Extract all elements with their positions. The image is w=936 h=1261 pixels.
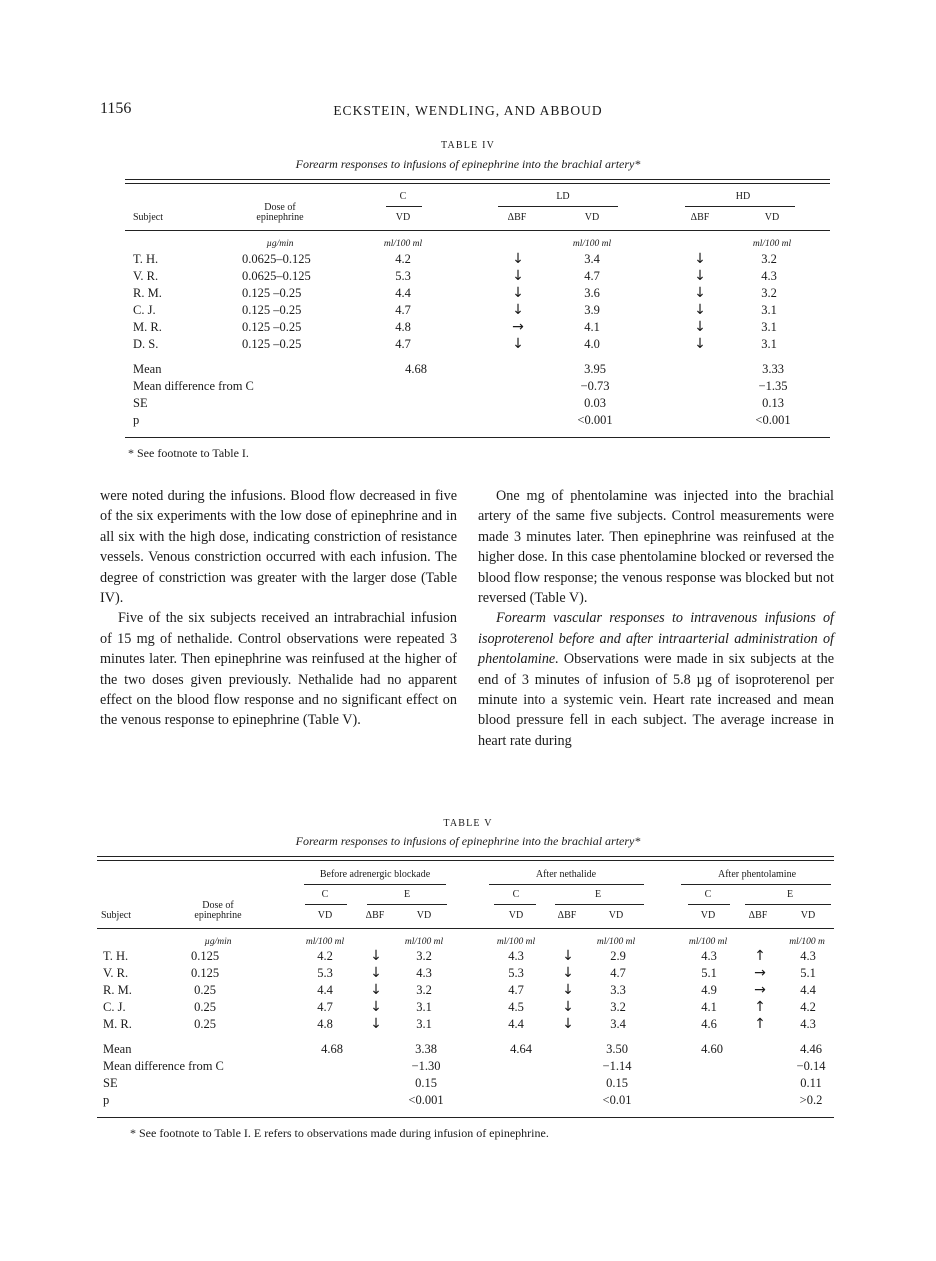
dose: 0.125 –0.25 bbox=[242, 303, 302, 317]
dose: 0.0625–0.125 bbox=[242, 252, 311, 266]
nethalide-e: <0.01 bbox=[602, 1093, 632, 1107]
subject: V. R. bbox=[133, 269, 159, 283]
summary-label: SE bbox=[133, 396, 148, 410]
table-row bbox=[0, 337, 936, 353]
t5-header-vd: VD bbox=[800, 910, 816, 921]
t5-header-n-c: C bbox=[512, 889, 520, 900]
hd-vd: −1.35 bbox=[758, 379, 788, 393]
t4-header-dose-2: epinephrine bbox=[256, 212, 304, 223]
nethalide-e: 0.15 bbox=[606, 1076, 628, 1090]
table-row bbox=[0, 966, 936, 982]
t5-header-vd: VD bbox=[416, 910, 432, 921]
phentolamine-bf-arrow-icon: ↑ bbox=[754, 999, 766, 1015]
subject: R. M. bbox=[103, 983, 132, 997]
before-c: 4.8 bbox=[317, 1017, 333, 1031]
t4-units-ld: ml/100 ml bbox=[572, 239, 612, 249]
nethalide-e: 3.2 bbox=[610, 1000, 626, 1014]
table-row bbox=[0, 949, 936, 965]
summary-label: p bbox=[133, 413, 140, 427]
t5-units-vd: ml/100 ml bbox=[596, 937, 636, 947]
table-row bbox=[0, 1000, 936, 1016]
summary-row bbox=[0, 1076, 936, 1092]
ld-bf-arrow-icon: ↓ bbox=[512, 268, 524, 284]
t4-units-hd: ml/100 ml bbox=[752, 239, 792, 249]
table-row bbox=[0, 303, 936, 319]
phentolamine-e: −0.14 bbox=[796, 1059, 826, 1073]
t4-header-hd-vd: VD bbox=[764, 212, 780, 223]
c-vd: 4.4 bbox=[395, 286, 411, 300]
before-e: 4.3 bbox=[416, 966, 432, 980]
ld-vd: 3.9 bbox=[584, 303, 600, 317]
subject: T. H. bbox=[133, 252, 159, 266]
body-right-column bbox=[478, 486, 834, 751]
before-c: 4.7 bbox=[317, 1000, 333, 1014]
hd-bf-arrow-icon: ↓ bbox=[694, 268, 706, 284]
before-c: 4.68 bbox=[321, 1042, 343, 1056]
phentolamine-c: 4.1 bbox=[701, 1000, 717, 1014]
summary-row bbox=[0, 379, 936, 395]
t5-units-vd: ml/100 ml bbox=[496, 937, 536, 947]
before-e: 3.2 bbox=[416, 983, 432, 997]
subheading: Forearm vascular responses to intravenous infusions of isoproterenol before and after intraarterial administration of phentolamine. bbox=[478, 610, 834, 668]
before-e: 3.1 bbox=[416, 1000, 432, 1014]
table-row bbox=[0, 252, 936, 268]
dose: 0.125 –0.25 bbox=[242, 337, 302, 351]
t4-header-ld-vd: VD bbox=[584, 212, 600, 223]
t5-group-nethalide: After nethalide bbox=[535, 869, 597, 880]
t5-header-dose-1: Dose of bbox=[202, 900, 234, 911]
before-e: 3.2 bbox=[416, 949, 432, 963]
before-bf-arrow-icon: ↓ bbox=[370, 982, 382, 998]
t5-header-dbf: ΔBF bbox=[748, 910, 768, 921]
dose: 0.25 bbox=[194, 1000, 216, 1014]
subject: D. S. bbox=[133, 337, 159, 351]
phentolamine-c: 4.60 bbox=[701, 1042, 723, 1056]
t5-header-n-e: E bbox=[594, 889, 602, 900]
t5-header-dbf: ΔBF bbox=[557, 910, 577, 921]
dose: 0.125 –0.25 bbox=[242, 286, 302, 300]
ld-vd: 3.6 bbox=[584, 286, 600, 300]
nethalide-e: 3.50 bbox=[606, 1042, 628, 1056]
t4-header-hd-bf: ΔBF bbox=[690, 212, 710, 223]
ld-vd: 3.4 bbox=[584, 252, 600, 266]
table-row bbox=[0, 269, 936, 285]
phentolamine-e: 4.2 bbox=[800, 1000, 816, 1014]
table5-footnote: * See footnote to Table I. E refers to observations made during infusion of epinephrine. bbox=[130, 1126, 549, 1140]
c-vd: 4.7 bbox=[395, 337, 411, 351]
hd-bf-arrow-icon: ↓ bbox=[694, 302, 706, 318]
phentolamine-e: 5.1 bbox=[800, 966, 816, 980]
nethalide-e: 2.9 bbox=[610, 949, 626, 963]
phentolamine-e: 0.11 bbox=[800, 1076, 822, 1090]
t5-header-p-e: E bbox=[786, 889, 794, 900]
phentolamine-bf-arrow-icon: → bbox=[754, 982, 766, 998]
t5-header-subject: Subject bbox=[101, 910, 131, 921]
t5-group-before: Before adrenergic blockade bbox=[319, 869, 431, 880]
nethalide-c: 4.64 bbox=[510, 1042, 532, 1056]
body-left-column bbox=[100, 486, 457, 731]
hd-vd: 3.1 bbox=[761, 303, 777, 317]
subject: M. R. bbox=[103, 1017, 132, 1031]
subject: R. M. bbox=[133, 286, 162, 300]
t4-header-ld-bf: ΔBF bbox=[507, 212, 527, 223]
hd-vd: 3.1 bbox=[761, 337, 777, 351]
ld-vd: 4.7 bbox=[584, 269, 600, 283]
before-e: <0.001 bbox=[408, 1093, 444, 1107]
phentolamine-c: 5.1 bbox=[701, 966, 717, 980]
c-vd: 4.8 bbox=[395, 320, 411, 334]
subject: M. R. bbox=[133, 320, 162, 334]
nethalide-bf-arrow-icon: ↓ bbox=[562, 1016, 574, 1032]
nethalide-c: 5.3 bbox=[508, 966, 524, 980]
phentolamine-e: 4.46 bbox=[800, 1042, 822, 1056]
nethalide-c: 4.3 bbox=[508, 949, 524, 963]
ld-bf-arrow-icon: ↓ bbox=[512, 336, 524, 352]
phentolamine-e: 4.3 bbox=[800, 949, 816, 963]
paragraph: were noted during the infusions. Blood flow decreased in five of the six experiments with the low dose of epinephrine and in all six with the high dose, indicating constriction of resistance vessels. Venous constriction occurred with each infusion. The degree of constriction was greater with the larger dose (Table IV). bbox=[100, 488, 457, 607]
table5-label: TABLE V bbox=[443, 818, 493, 829]
nethalide-bf-arrow-icon: ↓ bbox=[562, 965, 574, 981]
before-bf-arrow-icon: ↓ bbox=[370, 1016, 382, 1032]
subject: V. R. bbox=[103, 966, 129, 980]
dose: 0.25 bbox=[194, 1017, 216, 1031]
paragraph: Five of the six subjects received an intrabrachial infusion of 15 mg of nethalide. Control observations were repeated 3 minutes later. Then epinephrine was reinfused at the higher of the two doses given previously. Nethalide had no apparent effect on the blood flow response and no significant effect on the venous response to epinephrine (Table V). bbox=[100, 610, 457, 729]
hd-vd: <0.001 bbox=[755, 413, 791, 427]
table5-caption: Forearm responses to infusions of epinephrine into the brachial artery* bbox=[295, 834, 641, 848]
nethalide-bf-arrow-icon: ↓ bbox=[562, 982, 574, 998]
dose: 0.125 bbox=[190, 966, 220, 980]
dose: 0.125 bbox=[190, 949, 220, 963]
summary-row bbox=[0, 396, 936, 412]
hd-bf-arrow-icon: ↓ bbox=[694, 285, 706, 301]
before-bf-arrow-icon: ↓ bbox=[370, 999, 382, 1015]
ld-bf-arrow-icon: ↓ bbox=[512, 302, 524, 318]
summary-row bbox=[0, 1042, 936, 1058]
t4-header-dose-1: Dose of bbox=[264, 202, 296, 213]
phentolamine-bf-arrow-icon: ↑ bbox=[754, 948, 766, 964]
t5-header-p-c: C bbox=[704, 889, 712, 900]
phentolamine-e: >0.2 bbox=[799, 1093, 823, 1107]
table-row bbox=[0, 1017, 936, 1033]
phentolamine-bf-arrow-icon: ↑ bbox=[754, 1016, 766, 1032]
t5-header-b-c: C bbox=[321, 889, 329, 900]
t4-header-hd: HD bbox=[735, 191, 751, 202]
hd-vd: 0.13 bbox=[762, 396, 784, 410]
before-c: 5.3 bbox=[317, 966, 333, 980]
phentolamine-c: 4.6 bbox=[701, 1017, 717, 1031]
t4-units-dose: µg/min bbox=[266, 239, 294, 249]
phentolamine-c: 4.9 bbox=[701, 983, 717, 997]
ld-bf-arrow-icon: → bbox=[512, 319, 524, 335]
nethalide-e: 3.3 bbox=[610, 983, 626, 997]
summary-row bbox=[0, 413, 936, 429]
t5-header-b-e: E bbox=[403, 889, 411, 900]
t5-header-vd: VD bbox=[608, 910, 624, 921]
dose: 0.0625–0.125 bbox=[242, 269, 311, 283]
subject: C. J. bbox=[133, 303, 156, 317]
ld-vd: 4.0 bbox=[584, 337, 600, 351]
t5-units-vd: ml/100 ml bbox=[404, 937, 444, 947]
ld-vd: 4.1 bbox=[584, 320, 600, 334]
before-e: 3.38 bbox=[415, 1042, 437, 1056]
table-row bbox=[0, 983, 936, 999]
t4-header-c: C bbox=[399, 191, 407, 202]
c-vd: 4.68 bbox=[405, 362, 427, 376]
nethalide-c: 4.7 bbox=[508, 983, 524, 997]
hd-vd: 3.33 bbox=[762, 362, 784, 376]
before-bf-arrow-icon: ↓ bbox=[370, 948, 382, 964]
before-c: 4.2 bbox=[317, 949, 333, 963]
c-vd: 4.7 bbox=[395, 303, 411, 317]
before-e: −1.30 bbox=[411, 1059, 441, 1073]
t5-units-dose: µg/min bbox=[204, 937, 232, 947]
paragraph-text: Observations were made in six subjects at the end of 3 minutes of infusion of 5.8 µg of isoproterenol per minute into a systemic vein. Heart rate increased and mean blood pressure fell in each subject. The average increase in heart rate during bbox=[478, 651, 834, 749]
hd-vd: 3.2 bbox=[761, 252, 777, 266]
ld-vd: 3.95 bbox=[584, 362, 606, 376]
ld-vd: −0.73 bbox=[580, 379, 610, 393]
ld-vd: 0.03 bbox=[584, 396, 606, 410]
before-e: 3.1 bbox=[416, 1017, 432, 1031]
nethalide-e: −1.14 bbox=[602, 1059, 632, 1073]
table-row bbox=[0, 286, 936, 302]
ld-bf-arrow-icon: ↓ bbox=[512, 251, 524, 267]
summary-label: p bbox=[103, 1093, 110, 1107]
ld-bf-arrow-icon: ↓ bbox=[512, 285, 524, 301]
nethalide-e: 4.7 bbox=[610, 966, 626, 980]
nethalide-bf-arrow-icon: ↓ bbox=[562, 999, 574, 1015]
hd-vd: 3.1 bbox=[761, 320, 777, 334]
c-vd: 5.3 bbox=[395, 269, 411, 283]
dose: 0.25 bbox=[194, 983, 216, 997]
t5-header-dbf: ΔBF bbox=[365, 910, 385, 921]
summary-label: SE bbox=[103, 1076, 118, 1090]
summary-row bbox=[0, 1059, 936, 1075]
t5-header-vd: VD bbox=[508, 910, 524, 921]
summary-row bbox=[0, 1093, 936, 1109]
table4-label: TABLE IV bbox=[440, 140, 496, 151]
t5-header-vd: VD bbox=[317, 910, 333, 921]
t5-header-dose-2: epinephrine bbox=[194, 910, 242, 921]
table4-caption: Forearm responses to infusions of epinephrine into the brachial artery* bbox=[295, 157, 641, 171]
subject: C. J. bbox=[103, 1000, 126, 1014]
t5-units-vd: ml/100 ml bbox=[305, 937, 345, 947]
t4-units-c: ml/100 ml bbox=[383, 239, 423, 249]
ld-vd: <0.001 bbox=[577, 413, 613, 427]
phentolamine-e: 4.3 bbox=[800, 1017, 816, 1031]
summary-label: Mean bbox=[133, 362, 162, 376]
page-number: 1156 bbox=[100, 100, 132, 117]
subject: T. H. bbox=[103, 949, 129, 963]
summary-label: Mean difference from C bbox=[103, 1059, 224, 1073]
before-e: 0.15 bbox=[415, 1076, 437, 1090]
t4-header-subject: Subject bbox=[133, 212, 163, 223]
t5-group-phentolamine: After phentolamine bbox=[717, 869, 797, 880]
summary-label: Mean difference from C bbox=[133, 379, 254, 393]
running-header: ECKSTEIN, WENDLING, AND ABBOUD bbox=[333, 103, 603, 118]
hd-bf-arrow-icon: ↓ bbox=[694, 336, 706, 352]
phentolamine-bf-arrow-icon: → bbox=[754, 965, 766, 981]
summary-row bbox=[0, 362, 936, 378]
table-row bbox=[0, 320, 936, 336]
paragraph: One mg of phentolamine was injected into the brachial artery of the same five subjects. Control measurements were made 3 minutes later. Then epinephrine was reinfused at the higher dose. In this case phentolamine blocked or reversed the blood flow response; the venous response was blocked but not reversed (Table V). bbox=[478, 488, 834, 607]
t4-header-ld: LD bbox=[556, 191, 570, 202]
t5-header-vd: VD bbox=[700, 910, 716, 921]
t5-units-vd-cut: ml/100 m bbox=[789, 937, 825, 947]
phentolamine-c: 4.3 bbox=[701, 949, 717, 963]
t5-units-vd: ml/100 ml bbox=[688, 937, 728, 947]
table4-footnote: * See footnote to Table I. bbox=[128, 446, 249, 460]
phentolamine-e: 4.4 bbox=[800, 983, 816, 997]
nethalide-e: 3.4 bbox=[610, 1017, 626, 1031]
c-vd: 4.2 bbox=[395, 252, 411, 266]
paragraph bbox=[478, 608, 834, 751]
before-bf-arrow-icon: ↓ bbox=[370, 965, 382, 981]
t4-header-c-vd: VD bbox=[395, 212, 411, 223]
nethalide-c: 4.5 bbox=[508, 1000, 524, 1014]
dose: 0.125 –0.25 bbox=[242, 320, 302, 334]
hd-bf-arrow-icon: ↓ bbox=[694, 319, 706, 335]
nethalide-bf-arrow-icon: ↓ bbox=[562, 948, 574, 964]
hd-vd: 4.3 bbox=[761, 269, 777, 283]
nethalide-c: 4.4 bbox=[508, 1017, 524, 1031]
hd-bf-arrow-icon: ↓ bbox=[694, 251, 706, 267]
summary-label: Mean bbox=[103, 1042, 132, 1056]
before-c: 4.4 bbox=[317, 983, 333, 997]
hd-vd: 3.2 bbox=[761, 286, 777, 300]
